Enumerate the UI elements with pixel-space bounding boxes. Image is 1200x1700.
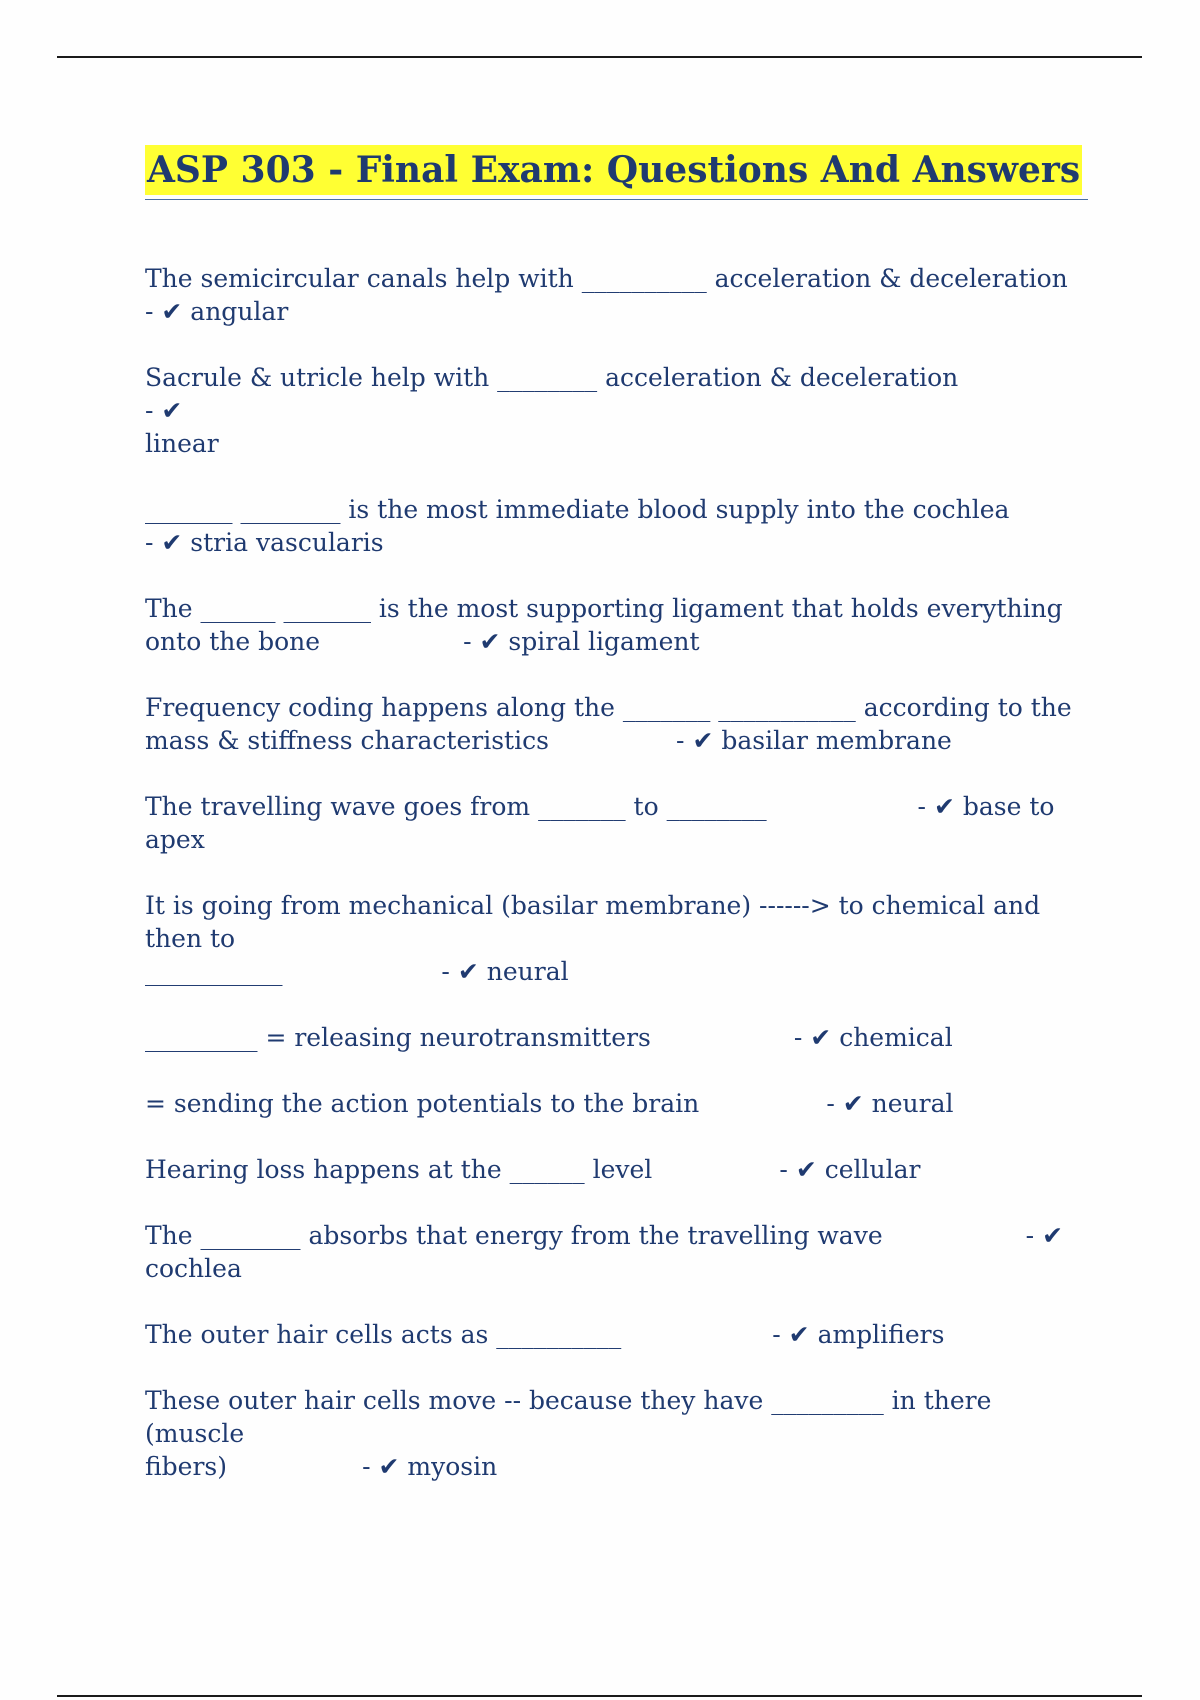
- question-text: _________ = releasing neurotransmitters -: [145, 1023, 811, 1052]
- question-text: The semicircular canals help with __________ acceleration & deceleration -: [145, 264, 1068, 326]
- question-text: It is going from mechanical (basilar membrane) ------> to chemical and then to ___________ -: [145, 891, 1041, 986]
- qa-item: [145, 790, 1085, 856]
- answer-text: amplifiers: [809, 1320, 945, 1349]
- bottom-rule: [57, 1695, 1142, 1697]
- top-rule: [57, 56, 1142, 58]
- answer-text: spiral ligament: [500, 627, 700, 656]
- qa-item: [145, 1219, 1085, 1285]
- qa-item: [145, 592, 1085, 658]
- question-text: These outer hair cells move -- because they have _________ in there (muscle fibers) -: [145, 1386, 992, 1481]
- question-text: Sacrule & utricle help with ________ acceleration & deceleration -: [145, 363, 1134, 425]
- question-text: Hearing loss happens at the ______ level -: [145, 1155, 796, 1184]
- check-icon: ✔: [161, 528, 183, 557]
- check-icon: ✔: [933, 792, 955, 821]
- answer-text: neural: [863, 1089, 954, 1118]
- answer-text: linear: [145, 429, 219, 458]
- check-icon: ✔: [457, 957, 479, 986]
- title-underline: [145, 199, 1088, 200]
- answer-text: stria vascularis: [182, 528, 384, 557]
- qa-item: [145, 1087, 1085, 1120]
- answer-text: base to apex: [145, 792, 1063, 854]
- check-icon: ✔: [479, 627, 501, 656]
- check-icon: ✔: [692, 726, 714, 755]
- answer-text: basilar membrane: [713, 726, 952, 755]
- check-icon: ✔: [161, 297, 183, 326]
- qa-item: [145, 691, 1085, 757]
- question-text: = sending the action potentials to the brain -: [145, 1089, 843, 1118]
- page-title: ASP 303 - Final Exam: Questions And Answers: [145, 145, 1082, 195]
- question-text: The outer hair cells acts as __________ -: [145, 1320, 789, 1349]
- check-icon: ✔: [1042, 1221, 1064, 1250]
- check-icon: ✔: [788, 1320, 810, 1349]
- question-text: The ________ absorbs that energy from the travelling wave -: [145, 1221, 1043, 1250]
- qa-item: [145, 1021, 1085, 1054]
- question-text: The travelling wave goes from _______ to ________ -: [145, 792, 934, 821]
- check-icon: ✔: [842, 1089, 864, 1118]
- check-icon: ✔: [810, 1023, 832, 1052]
- qa-item: [145, 889, 1085, 988]
- qa-item: [145, 1384, 1085, 1483]
- qa-item: [145, 493, 1085, 559]
- check-icon: ✔: [795, 1155, 817, 1184]
- check-icon: ✔: [161, 396, 183, 425]
- answer-text: cellular: [816, 1155, 921, 1184]
- question-text: Frequency coding happens along the _______ ___________ according to the mass & stiffness characteristics -: [145, 693, 1072, 755]
- answer-text: neural: [478, 957, 569, 986]
- qa-list: [145, 262, 1134, 1516]
- qa-item: [145, 1153, 1085, 1186]
- qa-item: [145, 262, 1085, 328]
- answer-text: angular: [182, 297, 289, 326]
- check-icon: ✔: [378, 1452, 400, 1481]
- title-block: [145, 145, 1088, 195]
- answer-text: chemical: [831, 1023, 953, 1052]
- question-text: The ______ _______ is the most supporting ligament that holds everything onto the bone -: [145, 594, 1063, 656]
- qa-item: [145, 1318, 1085, 1351]
- answer-text: cochlea: [145, 1254, 242, 1283]
- qa-item: [145, 361, 1134, 460]
- answer-text: myosin: [399, 1452, 498, 1481]
- question-text: _______ ________ is the most immediate blood supply into the cochlea -: [145, 495, 1010, 557]
